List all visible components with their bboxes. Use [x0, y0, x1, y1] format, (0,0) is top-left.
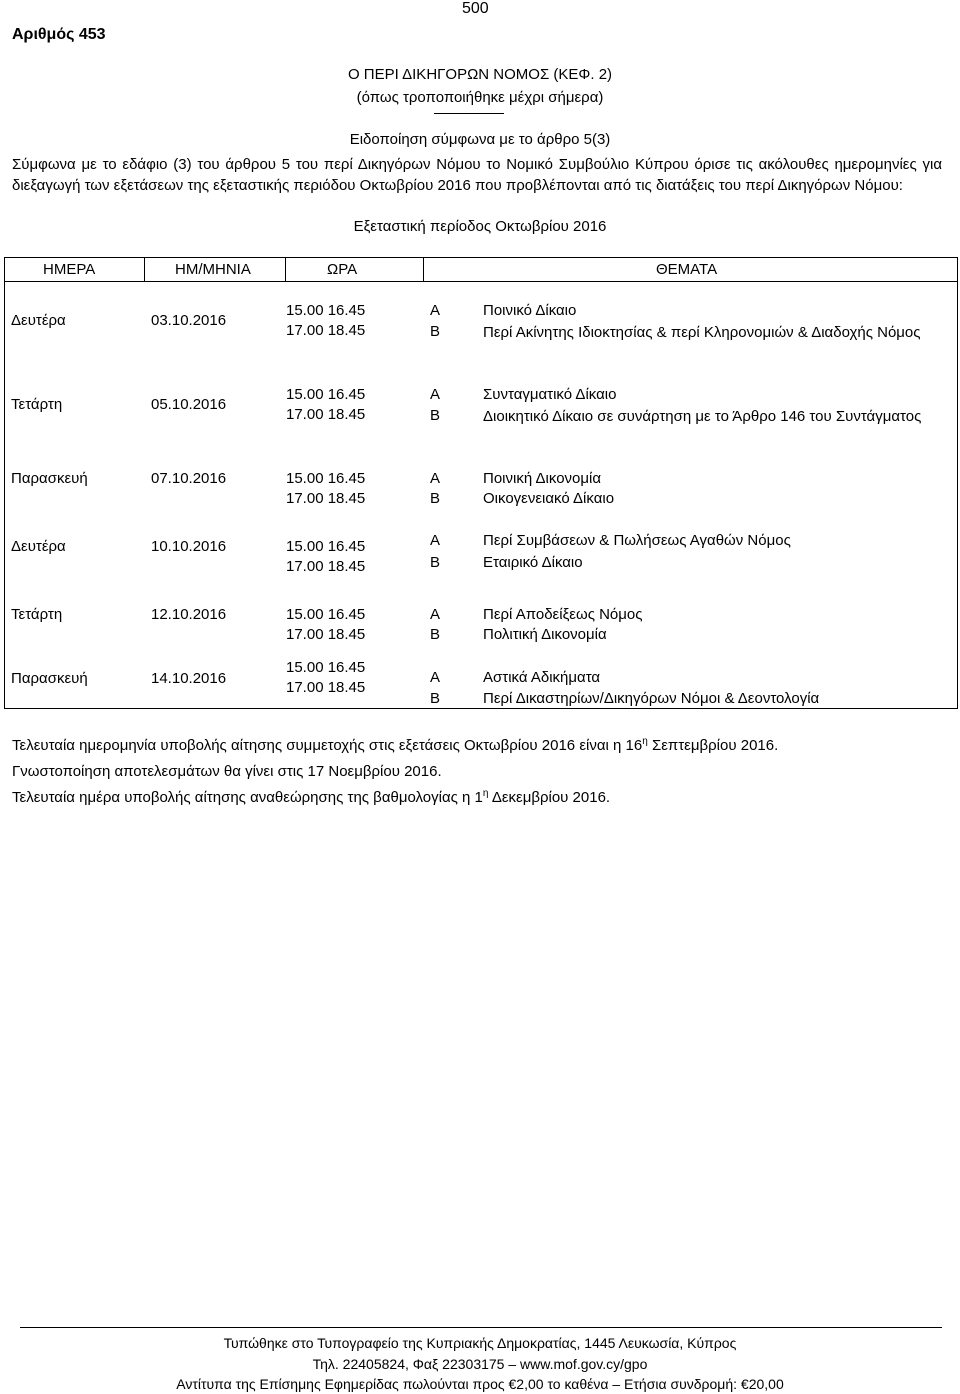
row-time-b: 17.00 18.45	[286, 558, 366, 575]
application-deadline-note	[12, 737, 778, 754]
row-subject-b: Περί Δικαστηρίων/Δικηγόρων Νόμοι & Δεοντολογία	[483, 690, 820, 707]
row-date: 07.10.2016	[151, 470, 227, 487]
law-title: Ο ΠΕΡΙ ΔΙΚΗΓΟΡΩΝ ΝΟΜΟΣ (ΚΕΦ. 2)	[347, 66, 613, 83]
row-time-a: 15.00 16.45	[286, 302, 366, 319]
row-date: 10.10.2016	[151, 538, 227, 555]
row-day: Τετάρτη	[11, 606, 63, 623]
row-subject-a: Περί Συμβάσεων & Πωλήσεως Αγαθών Νόμος	[483, 532, 791, 549]
row-label-b: Β	[430, 323, 441, 340]
row-date: 14.10.2016	[151, 670, 227, 687]
footer-contact: Τηλ. 22405824, Φαξ 22303175 – www.mof.gov.cy/gpo	[312, 1356, 648, 1372]
row-label-a: Α	[430, 302, 441, 319]
row-time-a: 15.00 16.45	[286, 659, 366, 676]
row-subject-b: Διοικητικό Δίκαιο σε συνάρτηση με το Άρθρο 146 του Συντάγματος	[483, 408, 922, 425]
header-date: ΗΜ/ΜΗΝΙΑ	[175, 261, 251, 278]
notice-heading: Ειδοποίηση σύμφωνα με το άρθρο 5(3)	[349, 131, 611, 148]
review-deadline-sup: η	[482, 788, 489, 799]
header-divider	[423, 258, 424, 281]
exam-period-heading: Εξεταστική περίοδος Οκτωβρίου 2016	[353, 218, 607, 235]
row-day: Τετάρτη	[11, 396, 63, 413]
application-deadline-month: Σεπτεμβρίου 2016.	[651, 737, 779, 754]
row-date: 03.10.2016	[151, 312, 227, 329]
review-deadline-month: Δεκεμβρίου 2016.	[491, 789, 611, 806]
header-subjects: ΘΕΜΑΤΑ	[656, 261, 718, 278]
row-subject-b: Πολιτική Δικονομία	[483, 626, 607, 643]
row-label-b: Β	[430, 490, 441, 507]
row-subject-a: Συνταγματικό Δίκαιο	[483, 386, 617, 403]
results-notice: Γνωστοποίηση αποτελεσμάτων θα γίνει στις 17 Νοεμβρίου 2016.	[12, 763, 442, 780]
row-label-b: Β	[430, 554, 441, 571]
row-time-a: 15.00 16.45	[286, 470, 366, 487]
row-label-b: Β	[430, 690, 441, 707]
footer-divider	[20, 1327, 942, 1328]
row-subject-b: Οικογενειακό Δίκαιο	[483, 490, 615, 507]
row-day: Παρασκευή	[11, 470, 88, 487]
row-subject-a: Ποινικό Δίκαιο	[483, 302, 577, 319]
row-label-a: Α	[430, 606, 441, 623]
exam-schedule-table	[4, 257, 958, 709]
row-time-b: 17.00 18.45	[286, 626, 366, 643]
row-time-a: 15.00 16.45	[286, 386, 366, 403]
row-label-a: Α	[430, 386, 441, 403]
row-day: Δευτέρα	[11, 312, 66, 329]
row-label-b: Β	[430, 626, 441, 643]
row-time-b: 17.00 18.45	[286, 490, 366, 507]
row-time-a: 15.00 16.45	[286, 606, 366, 623]
footer-price: Αντίτυπα της Επίσημης Εφημερίδας πωλούνται προς €2,00 το καθένα – Ετήσια συνδρομή: €20,00	[176, 1376, 784, 1392]
row-date: 12.10.2016	[151, 606, 227, 623]
header-bottom-border	[5, 281, 957, 282]
application-deadline-sup: η	[642, 736, 648, 747]
footer-printer: Τυπώθηκε στο Τυπογραφείο της Κυπριακής Δημοκρατίας, 1445 Λευκωσία, Κύπρος	[223, 1335, 737, 1351]
review-deadline-note	[12, 789, 610, 806]
row-subject-b: Εταιρικό Δίκαιο	[483, 554, 583, 571]
application-deadline-text: Τελευταία ημερομηνία υποβολής αίτησης συμμετοχής στις εξετάσεις Οκτωβρίου 2016 είναι η 16	[12, 737, 643, 754]
row-time-a: 15.00 16.45	[286, 538, 366, 555]
header-day: ΗΜΕΡΑ	[43, 261, 96, 278]
row-label-a: Α	[430, 669, 441, 686]
header-divider	[144, 258, 145, 281]
row-subject-a: Αστικά Αδικήματα	[483, 669, 601, 686]
row-time-b: 17.00 18.45	[286, 406, 366, 423]
row-subject-a: Ποινική Δικονομία	[483, 470, 602, 487]
review-deadline-text: Τελευταία ημέρα υποβολής αίτησης αναθεώρησης της βαθμολογίας η 1	[12, 789, 483, 806]
row-label-a: Α	[430, 532, 441, 549]
header-divider	[285, 258, 286, 281]
row-day: Παρασκευή	[11, 670, 88, 687]
law-subtitle: (όπως τροποποιήθηκε μέχρι σήμερα)	[356, 89, 604, 106]
row-subject-b: Περί Ακίνητης Ιδιοκτησίας & περί Κληρονομιών & Διαδοχής Νόμος	[483, 324, 921, 341]
row-subject-a: Περί Αποδείξεως Νόμος	[483, 606, 643, 623]
row-time-b: 17.00 18.45	[286, 322, 366, 339]
row-label-a: Α	[430, 470, 441, 487]
issue-number: Αριθμός 453	[12, 26, 106, 43]
intro-paragraph: Σύμφωνα με το εδάφιο (3) του άρθρου 5 του περί Δικηγόρων Νόμου το Νομικό Συμβούλιο Κύπρου όρισε τις ακόλουθες ημερομηνίες για διεξαγωγή των εξετάσεων της εξεταστικής περιόδου Οκτωβρίου 2016 που προβλέπονται από τις διατάξεις του περί Δικηγόρων Νόμου:	[12, 156, 942, 194]
page-number: 500	[462, 0, 489, 17]
header-time: ΩΡΑ	[327, 261, 358, 278]
row-time-b: 17.00 18.45	[286, 679, 366, 696]
row-label-b: Β	[430, 407, 441, 424]
row-day: Δευτέρα	[11, 538, 66, 555]
title-divider	[434, 113, 504, 114]
row-date: 05.10.2016	[151, 396, 227, 413]
